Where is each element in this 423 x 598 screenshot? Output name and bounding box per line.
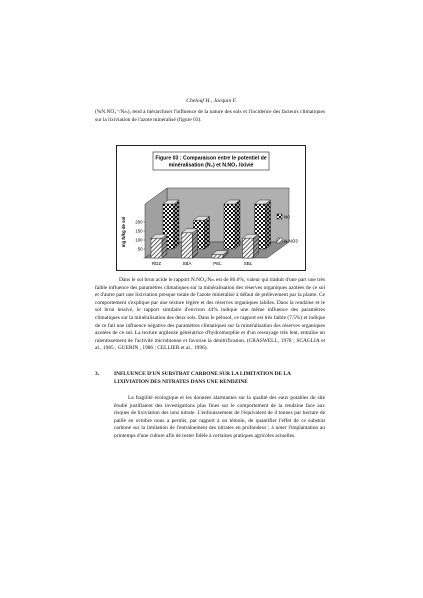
legend-label-n0: N0 (284, 214, 290, 220)
legend-swatch-nno3 (277, 238, 282, 243)
bar-nno3-sbl (243, 234, 259, 258)
bar-n0-pel-front (224, 204, 235, 249)
bar-n0-rdz-side (174, 200, 179, 249)
bar-n0-pel (224, 200, 240, 249)
running-header: Chelouf H., Jacquin F. (186, 98, 237, 104)
bar-n0-pel-side (235, 200, 240, 249)
y-tick-label: 200 (135, 219, 143, 225)
section-title-line1: INFLUENCE D'UN SUBSTRAT CARBONE SUR LA LIMITATION DE LA (114, 371, 291, 377)
x-tick-label: SBL (243, 261, 253, 266)
section-heading (95, 371, 325, 386)
bar-n0-sba-side (205, 216, 210, 249)
bar-nno3-sba-side (193, 229, 198, 258)
paragraph-intro: (%N.NO₃⁻/Nₘ), tend à hiérarchiser l'influence de la nature des sols et l'incidence des facteurs climatiques sur la lixiviation de l'azote minéralisé (figure 03). (95, 109, 325, 123)
x-tick-label: RDZ (151, 261, 162, 266)
y-tick-label: 100 (135, 237, 143, 243)
x-tick-label: PEL (213, 261, 222, 266)
legend-swatch-n0 (277, 214, 282, 219)
y-tick-label: 50 (137, 246, 143, 252)
section-title-line2: LIXIVIATION DES NITRATES DANS UNE RENDZINE (114, 378, 248, 385)
bar-chart-3d (117, 146, 305, 270)
bar-nno3-sba-front (182, 233, 193, 258)
bar-nno3-sba (182, 229, 198, 258)
bar-nno3-sbl-front (243, 238, 254, 258)
legend-label-nno3: N.NO3 (284, 238, 298, 244)
y-tick-label: 150 (135, 228, 143, 234)
bar-nno3-rdz-front (151, 238, 162, 258)
chart-title-line1: Figure 03 : Comparaison entre le potentiel de (155, 155, 267, 162)
bar-nno3-rdz (151, 234, 167, 258)
x-tick-label: SBA (182, 261, 192, 266)
paragraph-analysis: Dans le sol brun acide le rapport N.NO₃/Nₘ est de 86.6%, valeur qui traduit d'une part une très faible influence des paramètres climatiques sur la minéralisation des réserves organiques azotées de ce sol et d'autre part une lixiviation presque totale de l'azote minéralisé à défaut de prélèvement par la plante. Ce comportement s'explique par une texture légère et des réserves organiques labiles. Dans la rendzine et le sol brun lessivé, le rapport similaire d'environ 44% indique une même influence des paramètres climatiques sur la minéralisation des deux sols. Dans le pélosol, ce rapport est très faible (7.5%) et indique de ce fait une influence négative des paramètres climatiques sur la minéralisation des réserves organiques azotées de ce sol. La texture argileuse génératrice d'hydromorphie et d'un ressuyage très lent, entraîne un ralentissement de l'activité microbienne et favorise la dénitrification. (CRASWELL, 1978 ; SCAGLIA et al., 1985 ; GUERIN , 1986 ; CELLIER et al., 1996). (95, 277, 325, 352)
figure-03 (116, 145, 306, 271)
bar-n0-sbl-side (266, 200, 271, 249)
paragraph-section3: La fragilité écologique et les données alarmantes sur la qualité des eaux potables du site étudié justifiaient des investigations plus fines sur le comportement de la rendzine face aux risques de lixiviation des ions nitrate. L'enfouissement de l'équivalent de 4 tonnes par hectare de paille en octobre nous a permis, par rapport à un témoin, de quantifier l'effet de ce substrat carboné sur la limitation de l'entraînement des nitrates en profondeur ; à noter l'implantation au printemps d'une culture afin de rester fidèle à certaines pratiques agricoles actuelles. (114, 395, 325, 439)
section-number: 3. (95, 371, 100, 377)
y-axis-label: mg N/kg de sol (121, 216, 126, 248)
bar-nno3-pel-front (212, 255, 223, 258)
chart-title-line2: minéralisation (N₀) et N.NO₃ lixivié (168, 162, 254, 169)
